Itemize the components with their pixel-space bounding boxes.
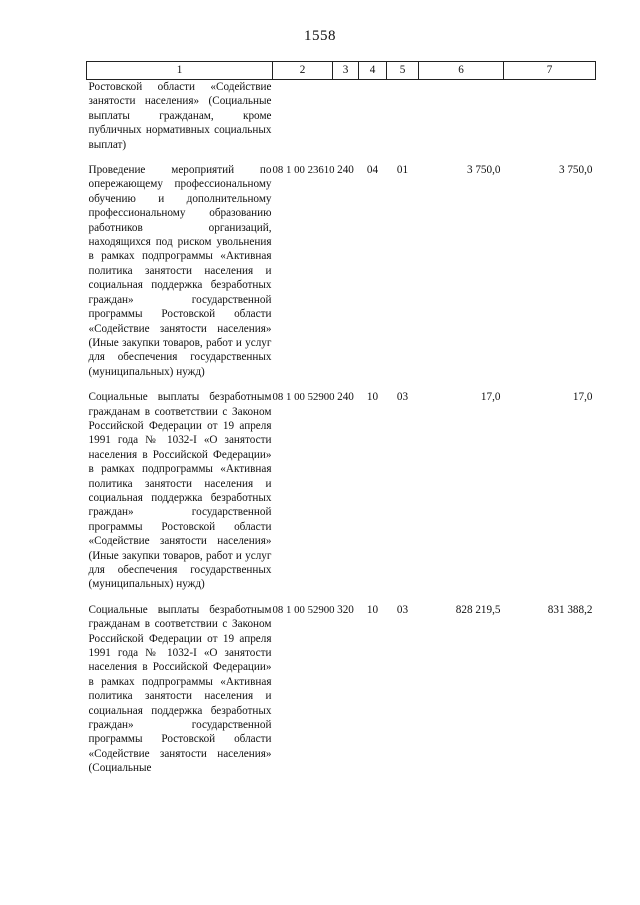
- column-header-2: 2: [273, 62, 333, 80]
- row-value-4: [359, 80, 387, 153]
- row-code: 08 1 00 52900: [272, 603, 335, 616]
- row-value-3: 240: [337, 391, 354, 404]
- row-amount-7: 17,0: [572, 391, 593, 404]
- row-amount-6: 828 219,5: [455, 603, 501, 616]
- row-code: 08 1 00 23610: [272, 164, 335, 177]
- row-value-3: [333, 80, 359, 153]
- column-header-7: 7: [504, 62, 596, 80]
- row-value-5: 01: [396, 164, 409, 177]
- row-description: Социальные выплаты безработным гражданам в соответствии с Законом Российской Федерации от 19 апреля 1991 года № 1032-I «О занятости населения в Российской Федерации» в рамках подпрограммы «Активная политика занятости населения и социальная поддержка безработных граждан» государственной программы Ростовской области «Содействие занятости населения» (Социальные: [88, 603, 272, 775]
- row-value-3: 320: [337, 603, 354, 616]
- row-value-4: 04: [366, 164, 379, 177]
- table-row: [87, 152, 596, 379]
- row-value-4: 10: [366, 391, 379, 404]
- table-row: [87, 379, 596, 592]
- page-number: 1558: [304, 28, 336, 44]
- budget-table: [86, 61, 596, 776]
- row-amount-7: [504, 80, 596, 153]
- row-amount-6: [419, 80, 504, 153]
- row-description: Ростовской области «Содействие занятости населения» (Социальные выплаты гражданам, кроме публичных нормативных социальных выплат): [88, 81, 272, 151]
- row-amount-7: 3 750,0: [558, 164, 593, 177]
- row-amount-7: 831 388,2: [547, 603, 593, 616]
- row-description: Проведение мероприятий по опережающему профессиональному обучению и дополнительному профессиональному образованию работников организаций, находящихся под риском увольнения в рамках подпрограммы «Активная политика занятости населения и социальная поддержка безработных граждан» государственной программы Ростовской области «Содействие занятости населения» (Иные закупки товаров, работ и услуг для обеспечения государственных (муниципальных) нужд): [88, 164, 272, 378]
- row-amount-6: 3 750,0: [466, 164, 501, 177]
- row-value-5: 03: [396, 391, 409, 404]
- row-value-3: 240: [337, 164, 354, 177]
- row-value-5: [387, 80, 419, 153]
- table-row: [87, 592, 596, 776]
- row-code: [273, 80, 333, 153]
- column-header-4: 4: [359, 62, 387, 80]
- column-header-6: 6: [419, 62, 504, 80]
- row-value-4: 10: [366, 603, 379, 616]
- row-description: Социальные выплаты безработным гражданам в соответствии с Законом Российской Федерации от 19 апреля 1991 года № 1032-I «О занятости населения в Российской Федерации» в рамках подпрограммы «Активная политика занятости населения и социальная поддержка безработных граждан» государственной программы Ростовской области «Содействие занятости населения» (Иные закупки товаров, работ и услуг для обеспечения государственных (муниципальных) нужд): [88, 391, 272, 591]
- row-value-5: 03: [396, 603, 409, 616]
- table-row: [87, 80, 596, 153]
- column-header-5: 5: [387, 62, 419, 80]
- table-header-row: [87, 62, 596, 80]
- column-header-1: 1: [87, 62, 273, 80]
- row-amount-6: 17,0: [480, 391, 501, 404]
- row-code: 08 1 00 52900: [272, 391, 335, 404]
- column-header-3: 3: [333, 62, 359, 80]
